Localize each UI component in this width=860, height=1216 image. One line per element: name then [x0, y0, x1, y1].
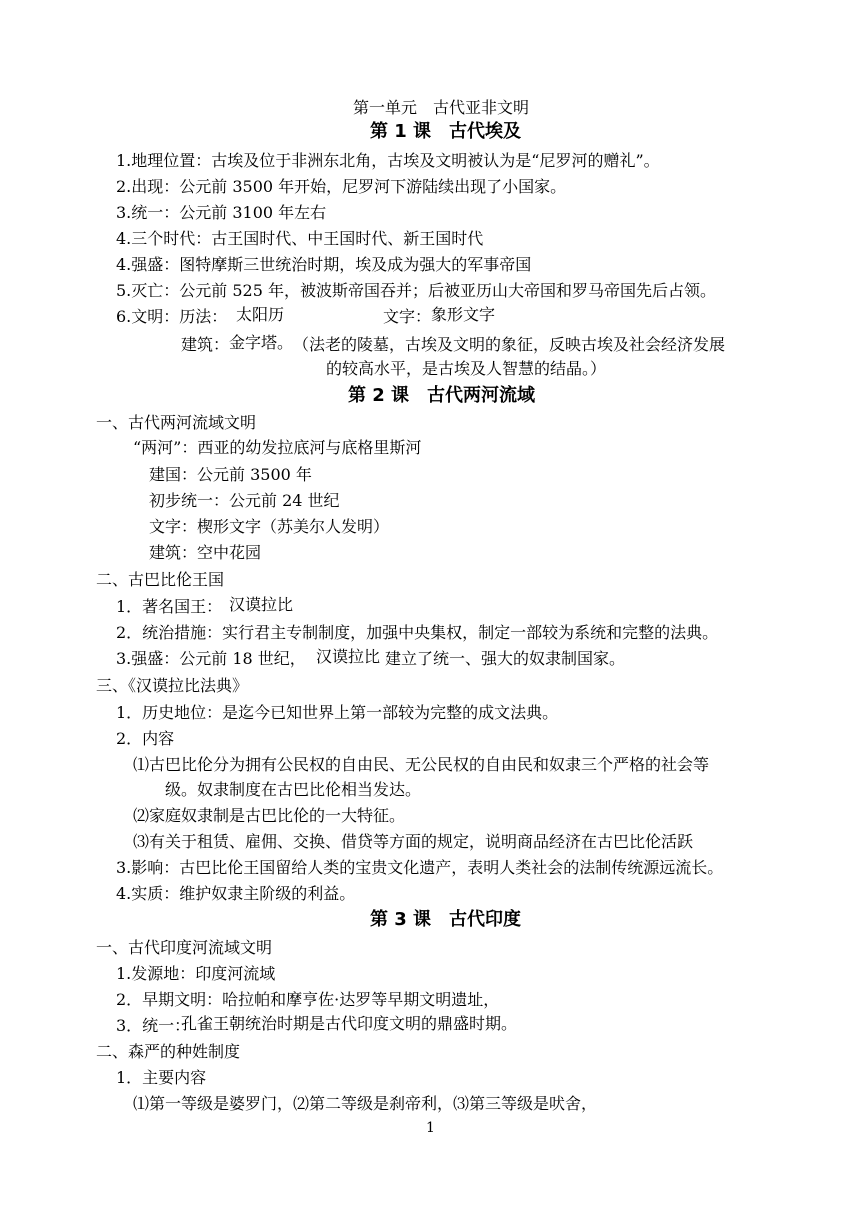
king-name: 汉谟拉比: [229, 595, 294, 614]
section-heading: 三、《汉谟拉比法典》: [96, 676, 249, 695]
unit-title: 第一单元 古代亚非文明: [353, 98, 530, 117]
text-line: 初步统一：公元前 24 世纪: [149, 491, 340, 510]
section-heading: 一、古代印度河流域文明: [96, 938, 273, 957]
text-line: ⑴古巴比伦分为拥有公民权的自由民、无公民权的自由民和奴隶三个严格的社会等: [133, 755, 710, 774]
writing-value: 象形文字: [431, 305, 496, 324]
text-line: ⑵家庭奴隶制是古巴比伦的一大特征。: [133, 806, 406, 825]
text-line: ⑶有关于租赁、雇佣、交换、借贷等方面的规定，说明商品经济在古巴比伦活跃: [133, 832, 694, 851]
text-line: 2．早期文明：哈拉帕和摩亨佐·达罗等早期文明遗址，: [116, 990, 500, 1009]
writing-label: 文字：: [383, 307, 432, 326]
king-label: 1．著名国王：: [116, 597, 223, 616]
page-number: 1: [426, 1120, 435, 1136]
text-line: 3.影响：古巴比伦王国留给人类的宝贵文化遗产，表明人类社会的法制传统源远流长。: [116, 858, 724, 877]
lesson-1-item: 5.灭亡：公元前 525 年，被波斯帝国吞并；后被亚历山大帝国和罗马帝国先后占领。: [116, 281, 716, 300]
lesson-3-title: 第 3 课 古代印度: [370, 909, 522, 930]
text-line: 4.实质：维护奴隶主阶级的利益。: [116, 884, 356, 903]
civ-label: 6.文明：历法：: [116, 307, 228, 326]
unify-value: 孔雀王朝统治时期是古代印度文明的鼎盛时期。: [181, 1014, 518, 1033]
text-line: ⑴第一等级是婆罗门，⑵第二等级是刹帝利，⑶第三等级是吠舍，: [133, 1094, 598, 1113]
unify-label: 3．统一：: [116, 1016, 191, 1035]
arch-note: 的较高水平，是古埃及人智慧的结晶。）: [326, 359, 607, 378]
peak-pre: 3.强盛：公元前 18 世纪，: [116, 649, 306, 668]
lesson-1-title: 第 1 课 古代埃及: [370, 121, 522, 142]
text-line: 级。奴隶制度在古巴比伦相当发达。: [165, 780, 422, 799]
text-line: 2．统治措施：实行君主专制制度，加强中央集权，制定一部较为系统和完整的法典。: [116, 623, 719, 642]
lesson-2-title: 第 2 课 古代两河流域: [348, 385, 536, 406]
peak-king: 汉谟拉比: [316, 647, 381, 666]
lesson-1-item: 4.强盛：图特摩斯三世统治时期，埃及成为强大的军事帝国: [116, 255, 532, 274]
arch-value: 金字塔。: [229, 333, 294, 352]
section-heading: 二、森严的种姓制度: [96, 1042, 241, 1061]
peak-post: 建立了统一、强大的奴隶制国家。: [385, 649, 626, 668]
arch-note: （法老的陵墓，古埃及文明的象征，反映古埃及社会经济发展: [293, 335, 726, 354]
arch-label: 建筑：: [181, 335, 230, 354]
text-line: 1．主要内容: [116, 1068, 207, 1087]
text-line: 建筑：空中花园: [149, 543, 262, 562]
text-line: 1．历史地位：是迄今已知世界上第一部较为完整的成文法典。: [116, 703, 559, 722]
lesson-1-item: 3.统一：公元前 3100 年左右: [116, 203, 327, 222]
text-line: 1.发源地：印度河流域: [116, 964, 276, 983]
section-heading: 二、古巴比伦王国: [96, 570, 225, 589]
lesson-1-item: 1.地理位置：古埃及位于非洲东北角，古埃及文明被认为是“尼罗河的赠礼”。: [116, 151, 660, 170]
text-line: 2．内容: [116, 729, 175, 748]
lesson-1-item: 4.三个时代：古王国时代、中王国时代、新王国时代: [116, 229, 484, 248]
text-line: 建国：公元前 3500 年: [149, 465, 312, 484]
lesson-1-item: 2.出现：公元前 3500 年开始，尼罗河下游陆续出现了小国家。: [116, 177, 567, 196]
text-line: “两河”：西亚的幼发拉底河与底格里斯河: [133, 438, 422, 457]
text-line: 文字：楔形文字（苏美尔人发明）: [149, 517, 390, 536]
calendar-value: 太阳历: [236, 305, 285, 324]
section-heading: 一、古代两河流域文明: [96, 413, 257, 432]
